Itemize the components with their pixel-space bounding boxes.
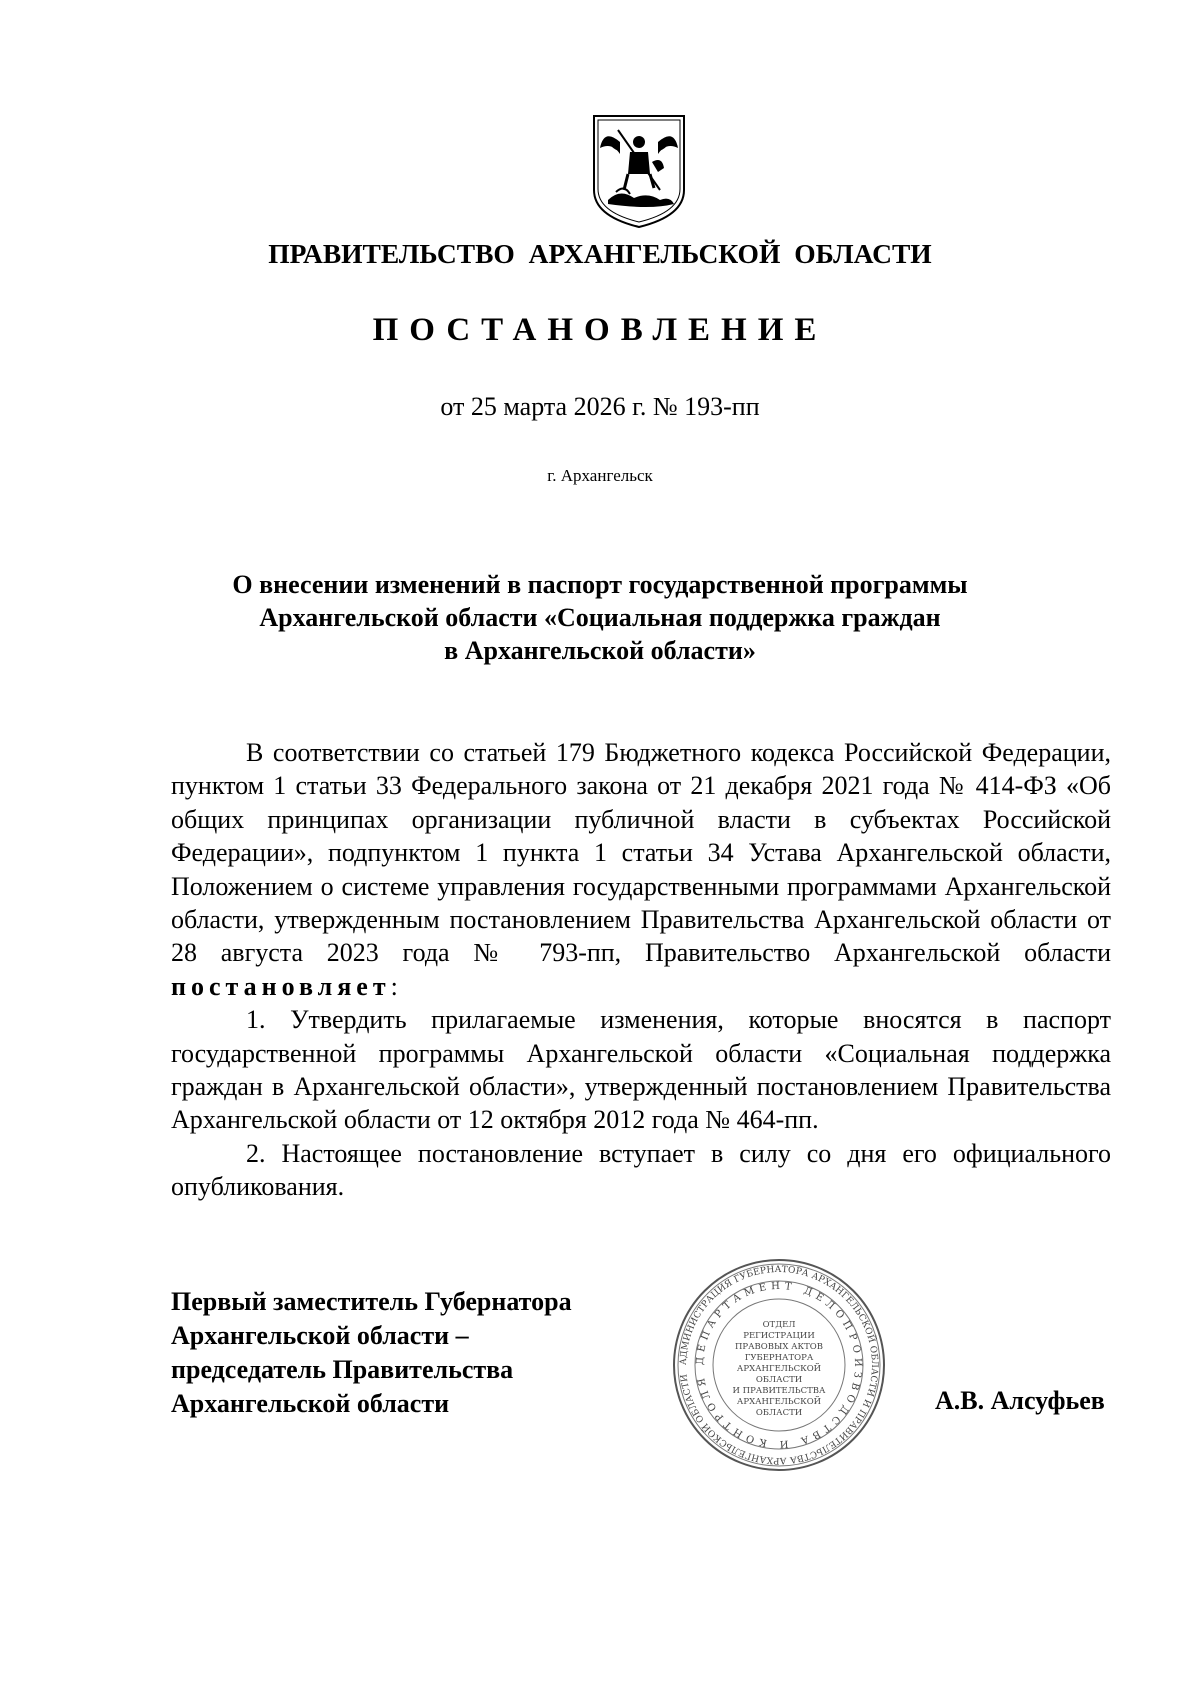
signer-position-line: Архангельской области – — [171, 1321, 469, 1350]
organization-title: ПРАВИТЕЛЬСТВО АРХАНГЕЛЬСКОЙ ОБЛАСТИ — [268, 238, 932, 269]
signer-name: А.В. Алсуфьев — [935, 1386, 1105, 1415]
document-subject — [200, 568, 1000, 667]
document-body — [171, 736, 1111, 1204]
seal-outer-text: АДМИНИСТРАЦИЯ ГУБЕРНАТОРА АРХАНГЕЛЬСКОЙ ОБЛАСТИ И ПРАВИТЕЛЬСТВА АРХАНГЕЛЬСКОЙ ОБЛАСТИ — [678, 1264, 880, 1466]
seal-center-line: ОТДЕЛ — [762, 1320, 796, 1330]
seal-center-line: ПРАВОВЫХ АКТОВ — [734, 1342, 824, 1352]
document-city: г. Архангельск — [547, 466, 653, 485]
seal-center-line: ОБЛАСТИ — [755, 1375, 803, 1385]
document-date-number: от 25 марта 2026 г. № 193-пп — [440, 392, 760, 421]
item-1-paragraph: 1. Утвердить прилагаемые изменения, которые вносятся в паспорт государственной программы Архангельской области «Социальная поддержка граждан в Архангельской области», утвержденный постановлением Правительства Архангельской области от 12 октября 2012 года № 464-пп. — [171, 1005, 1111, 1135]
seal-center-line: ГУБЕРНАТОРА — [744, 1353, 814, 1363]
coat-of-arms-icon — [590, 112, 688, 230]
signer-position — [171, 1285, 572, 1421]
preamble-text: В соответствии со статьей 179 Бюджетного кодекса Российской Федерации, пунктом 1 статьи 33 Федерального закона от 21 декабря 2021 года № 414-ФЗ «Об общих принципах организации публичной власти в субъектах Российской Федерации», подпунктом 1 пункта 1 статьи 34 Устава Архангельской области, Положением о системе управления государственными программами Архангельской области, утвержденным постановлением Правительства Архангельской области от 28 августа 2023 года № 793-пп, Правительство Архангельской области — [171, 738, 1111, 968]
seal-inner-text: ДЕПАРТАМЕНТ ДЕЛОПРОИЗВОДСТВА И КОНТРОЛЯ — [694, 1280, 864, 1450]
signer-position-line: Первый заместитель Губернатора — [171, 1287, 572, 1316]
subject-line: О внесении изменений в паспорт государственной программы — [232, 570, 968, 599]
signer-position-line: Архангельской области — [171, 1389, 450, 1418]
item-2-paragraph: 2. Настоящее постановление вступает в силу со дня его официального опубликования. — [171, 1138, 1111, 1202]
decree-word: постановляет — [171, 971, 391, 1001]
subject-line: в Архангельской области» — [444, 636, 756, 665]
subject-line: Архангельской области «Социальная поддержка граждан — [259, 603, 941, 632]
decree-colon: : — [390, 971, 398, 1001]
document-type: ПОСТАНОВЛЕНИЕ — [372, 312, 828, 348]
seal-center-line: И ПРАВИТЕЛЬСТВА — [732, 1386, 826, 1396]
seal-center-line: ОБЛАСТИ — [755, 1408, 803, 1418]
preamble-paragraph — [171, 736, 1111, 1003]
official-seal-stamp — [671, 1257, 887, 1473]
seal-center-line: АРХАНГЕЛЬСКОЙ — [736, 1364, 822, 1374]
signer-position-line: председатель Правительства — [171, 1355, 514, 1384]
seal-center-line: РЕГИСТРАЦИИ — [743, 1331, 815, 1341]
seal-center-line: АРХАНГЕЛЬСКОЙ — [736, 1397, 822, 1407]
